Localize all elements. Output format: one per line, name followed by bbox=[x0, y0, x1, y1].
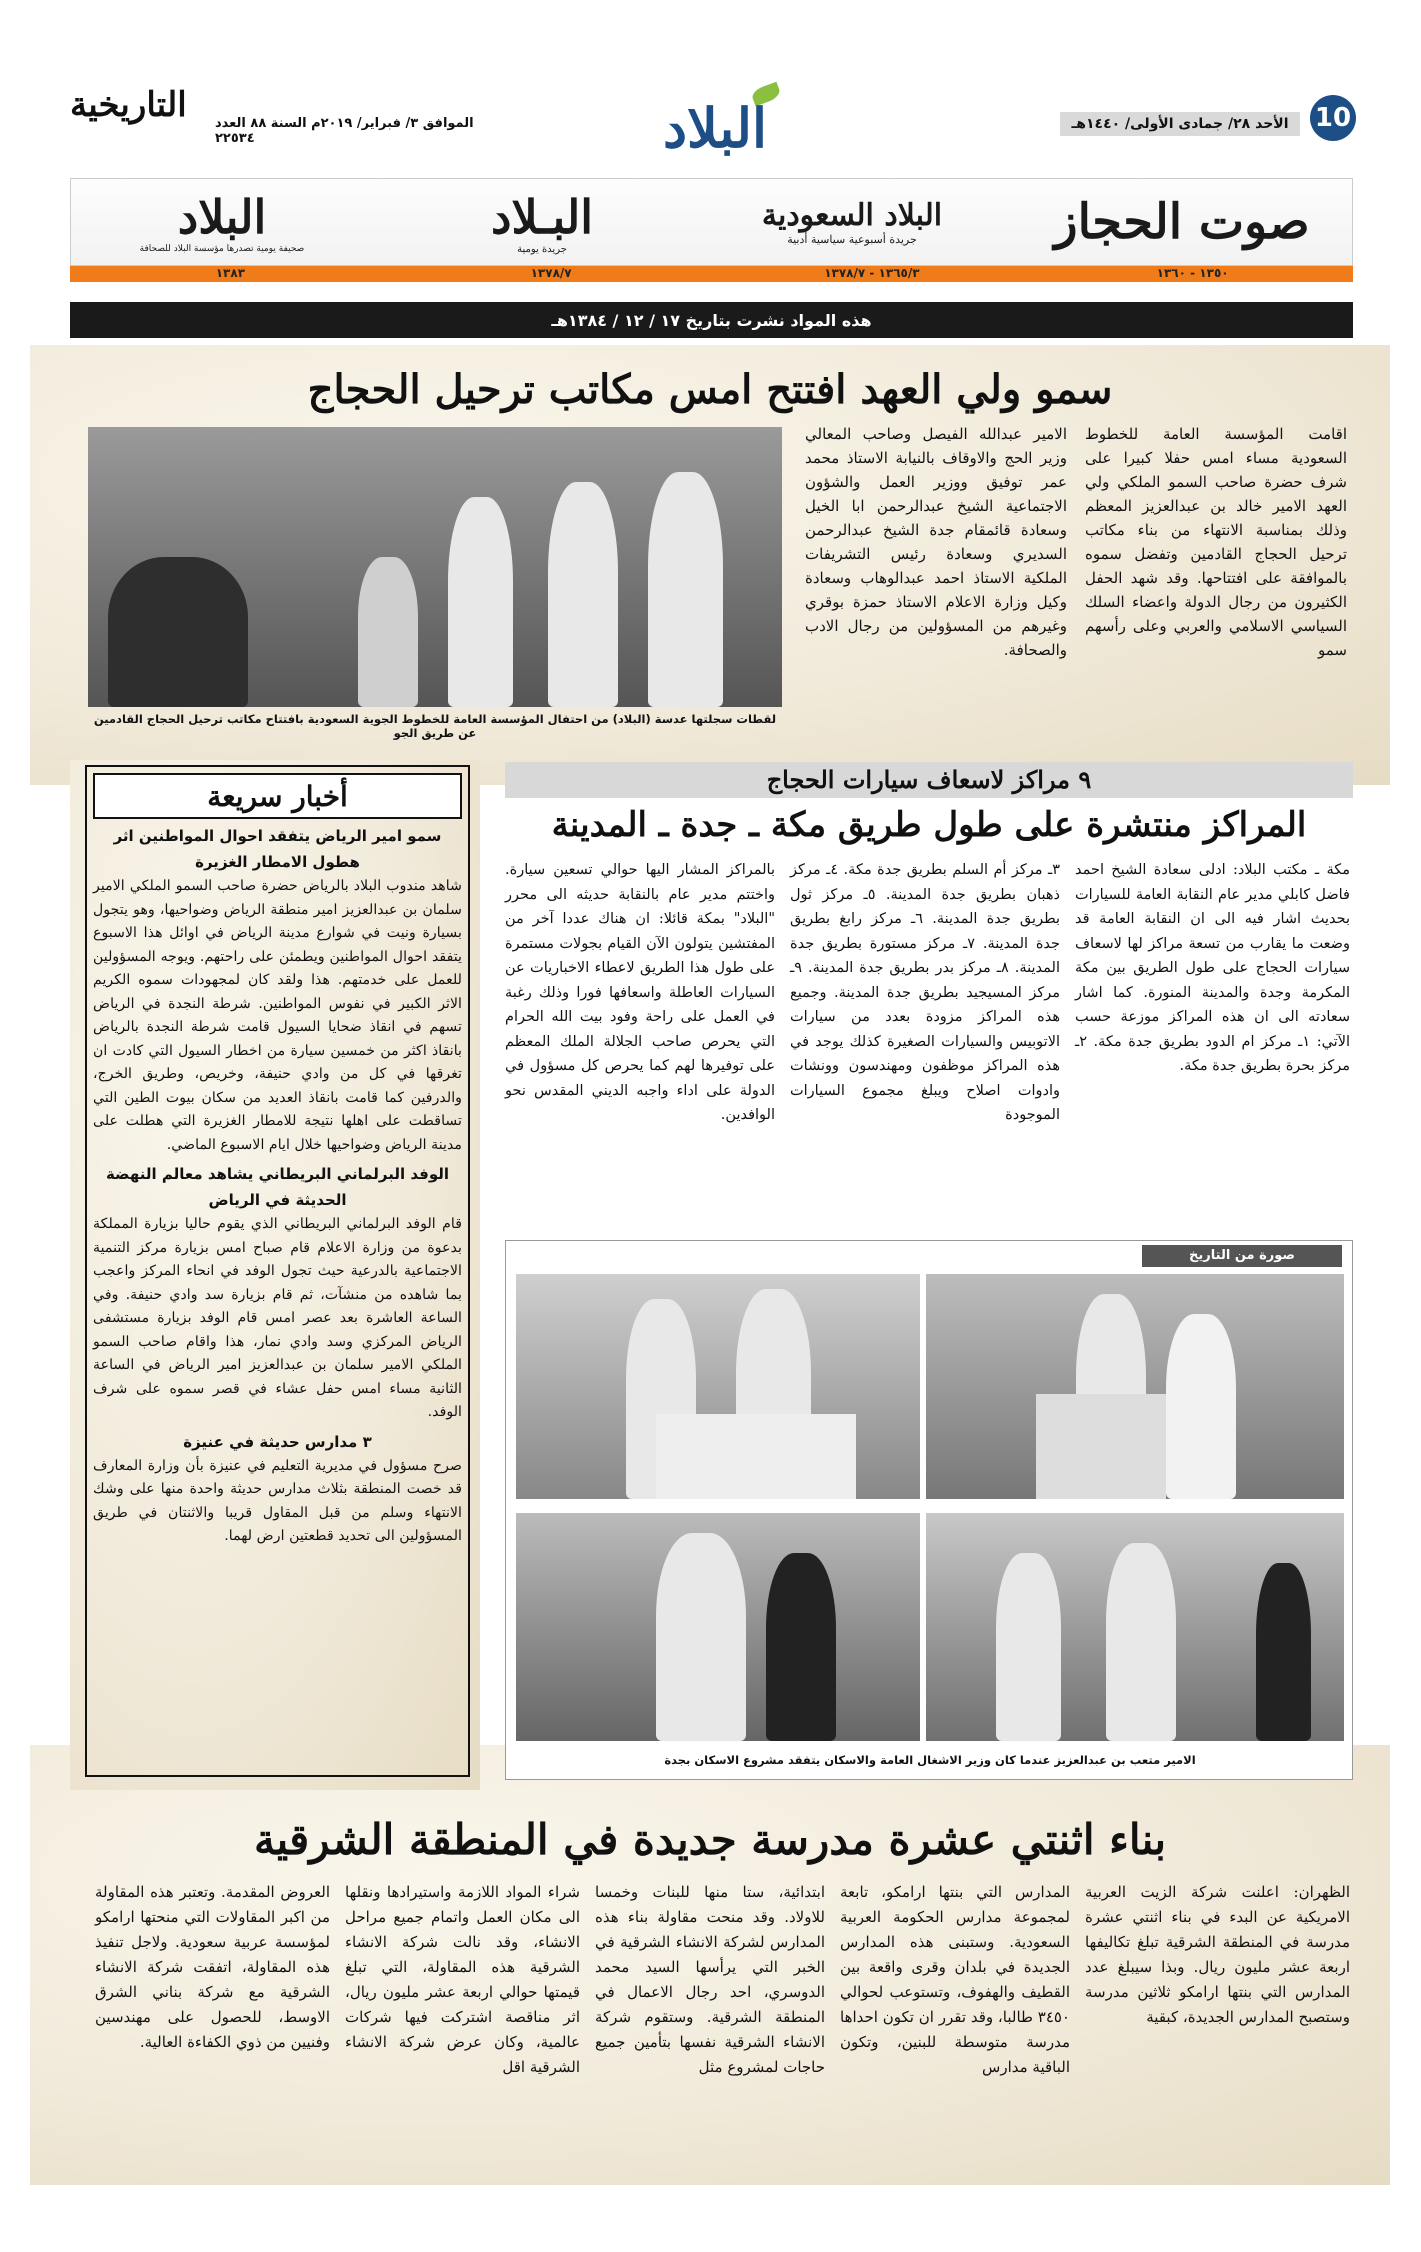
year-label: ١٣٧٨/٧ bbox=[530, 266, 572, 280]
brief-text: شاهد مندوب البلاد بالرياض حضرة صاحب السمو الملكي الامير سلمان بن عبدالعزيز امير منطقة الرياض وضواحيها، وهو يتجول بسيارة ونيت في شوارع مدينة الرياض في اوائل هذا الاسبوع يتفقد احوال المواطنين ويطمئن على راحتهم. ويوجه المسؤولين للعمل على خدمتهم. هذا ولقد كان لمجهودات سموه الكريم الاثر الكبير في نفوس المواطنين. شرطة النجدة في الرياض تسهم في انقاذ ضحايا السيول قامت شرطة النجدة بالرياض بانقاذ اكثر من خمسين سيارة من اخطار السيول التي كادت ان تغرقها في كل من وادي حنيفة، وخريص، وطريق الخرج، والدرفين كما قامت بانقاذ العديد من سكان بيوت الطين التي تساقطت على اهلها نتيجة للامطار الغزيرة التي هطلت على مدينة الرياض وضواحيها خلال ايام الاسبوع الماضي. bbox=[93, 878, 462, 1153]
article2-col3: بالمراكز المشار اليها حوالي تسعين سيارة. واختتم مدير عام بالنقابة حديثه الى محرر "البلاد" بمكة قائلا: ان هناك عددا آخر من المفتشين يتولون الآن القيام بجولات مستمرة على طول هذا الطريق لاعطاء الاخباريات عن السيارات العاطلة واسعافها فورا وذلك رغبة في العمل على راحة وفود بيت الله الحرام التي يحرص صاحب الجلالة الملك المعظم على توفيرها لهم كما يحرص كل مسؤول في الدولة على اداء واجبه الديني المقدس نحو الوافدين. bbox=[505, 862, 775, 1123]
masthead-subtitle: جريدة يومية bbox=[517, 243, 567, 255]
photo-model bbox=[656, 1414, 856, 1499]
article1-col2: الامير عبدالله الفيصل وصاحب المعالي وزير الحج والاوقاف بالنيابة الاستاذ محمد عمر توفيق ووزير العمل والشؤون الاجتماعية الشيخ عبدالرحمن ابا الخيل وسعادة قائمقام جدة الشيخ عبدالرحمن السديري وسعادة رئيس التشريفات الملكية الاستاذ احمد عبدالوهاب وسعادة وكيل وزارة الاعلام الاستاذ حمزة بوقري وغيرهم من المسؤولين من رجال الادب والصحافة. bbox=[805, 425, 1067, 659]
masthead-sawt-alhijaz bbox=[1032, 187, 1332, 257]
year-label: ١٣٨٣ bbox=[215, 266, 246, 280]
photo-figure bbox=[358, 557, 418, 707]
history-gallery bbox=[505, 1240, 1353, 1780]
article2-kicker: ٩ مراكز لاسعاف سيارات الحجاج bbox=[505, 762, 1353, 798]
gallery-photo-3 bbox=[926, 1513, 1344, 1741]
newspaper-logo: البلاد bbox=[662, 96, 768, 160]
article1-col1: اقامت المؤسسة العامة للخطوط السعودية مساء امس حفلا كبيرا على شرف حضرة صاحب السمو الملكي ولي العهد الامير خالد بن عبدالعزيز المعظم وذلك بمناسبة الانتهاء من بناء مكاتب ترحيل الحجاج القادمين وتفضل سموه بالموافقة على افتتاحها. وقد شهد الحفل الكثيرون من رجال الدولة واعضاء السلك السياسي الاسلامي والعربي وعلى رأسهم سمو bbox=[1085, 425, 1347, 659]
briefs-title: أخبار سريعة bbox=[93, 773, 462, 819]
section-title: التاريخية bbox=[70, 85, 187, 125]
photo-figure bbox=[766, 1553, 836, 1741]
year-label: ١٣٥٠ - ١٣٦٠ bbox=[1156, 266, 1229, 280]
photo-figure bbox=[1166, 1314, 1236, 1499]
historic-mastheads bbox=[70, 178, 1353, 266]
photo-model bbox=[1036, 1394, 1166, 1499]
photo-crowd bbox=[108, 557, 248, 707]
article2-headline: المراكز منتشرة على طول طريق مكة ـ جدة ـ المدينة bbox=[551, 805, 1307, 845]
gallery-photo-2 bbox=[516, 1274, 920, 1499]
article3-col4: شراء المواد اللازمة واستيرادها ونقلها الى مكان العمل واتمام جميع مراحل الانشاء، وقد نالت شركة الانشاء الشرقية هذه المقاولة، التي تبلغ قيمتها حوالي اربعة عشر مليون ريال، اثر مناقصة اشتركت فيها شركات عالمية، وكان عرض شركة الانشاء الشرقية اقل bbox=[345, 1883, 580, 2076]
year-label: ١٣٦٥/٣ - ١٣٧٨/٧ bbox=[824, 266, 920, 280]
gallery-caption: الامير متعب بن عبدالعزيز عندما كان وزير الاشغال العامة والاسكان يتفقد مشروع الاسكان بجدة bbox=[664, 1753, 1196, 1767]
photo-figure bbox=[448, 497, 513, 707]
photo-figure bbox=[996, 1553, 1061, 1741]
gallery-photo-1 bbox=[926, 1274, 1344, 1499]
photo-figure bbox=[1256, 1563, 1311, 1741]
briefs-box bbox=[85, 765, 470, 1777]
masthead-title: البلاد السعودية bbox=[761, 198, 943, 233]
photo-figure bbox=[648, 472, 723, 707]
gallery-photo-4 bbox=[516, 1513, 920, 1741]
masthead-albilad-2 bbox=[82, 187, 362, 257]
article3-col1: الظهران: اعلنت شركة الزيت العربية الامريكية عن البدء في بناء اثنتي عشرة مدرسة في المنطقة الشرقية تبلغ تكاليفها اربعة عشر مليون ريال. وبذا سيبلغ عدد المدارس التي بنتها ارامكو ثلاثين مدرسة وستصبح المدارس الجديدة، كبقية bbox=[1085, 1883, 1350, 2026]
gallery-label: صورة من التاريخ bbox=[1142, 1245, 1342, 1267]
article1-photo-caption: لقطات سجلتها عدسة (البلاد) من احتفال المؤسسة العامة للخطوط الجوية السعودية بافتتاح مكاتب ترحيل الحجاج القادمين عن طريق الجو bbox=[93, 712, 777, 740]
masthead-albilad-1 bbox=[412, 187, 672, 257]
date-hijri: الأحد ٢٨/ جمادى الأولى/ ١٤٤٠هـ bbox=[1060, 112, 1300, 136]
article3-col2: المدارس التي بنتها ارامكو، تابعة لمجموعة مدارس الحكومة العربية السعودية. وستبنى هذه المدارس الجديدة في بلدان وقرى واقعة بين القطيف والهفوف، وتستوعب لحوالي ٣٤٥٠ طالبا، وقد تقرر ان تكون احداها مدرسة متوسطة للبنين، وتكون الباقية مدارس bbox=[840, 1883, 1070, 2076]
brief-headline: الوفد البرلماني البريطاني يشاهد معالم النهضة الحديثة في الرياض bbox=[105, 1165, 450, 1209]
brief-text: صرح مسؤول في مديرية التعليم في عنيزة بأن وزارة المعارف قد خصت المنطقة بثلاث مدارس حديثة واحدة منها على وشك الانتهاء وسلم من قبل المقاول قريبا والاثنتان في طريق المسؤولين الى تحديد قطعتين ارض لهما. bbox=[93, 1457, 462, 1544]
photo-figure bbox=[548, 482, 618, 707]
article3-col3: ابتدائية، ستا منها للبنات وخمسا للاولاد. وقد منحت مقاولة بناء هذه المدارس لشركة الانشاء الشرقية في الخبر التي يرأسها السيد محمد الدوسري، احد رجال الاعمال في المنطقة الشرقية. وستقوم شركة الانشاء الشرقية نفسها بتأمين جميع حاجات لمشروع مثل bbox=[595, 1883, 825, 2076]
masthead-albilad-alsaudia bbox=[712, 187, 992, 257]
article1-photo bbox=[88, 427, 782, 707]
publication-note: هذه المواد نشرت بتاريخ ١٧ / ١٢ / ١٣٨٤هـ bbox=[70, 302, 1353, 338]
masthead-title: البلاد bbox=[177, 190, 267, 244]
article2-col1: مكة ـ مكتب البلاد: ادلى سعادة الشيخ احمد فاضل كابلي مدير عام النقابة العامة للسيارات بحديث اشار فيه الى ان النقابة العامة قد وضعت ما يقارب من تسعة مراكز لها لاسعاف سيارات الحجاج على طول الطريق بين مكة المكرمة وجدة والمدينة المنورة. كما اشار سعادته الى ان هذه المراكز موزعة حسب الآتي: ١ـ مركز ام الدود بطريق جدة مكة. ٢ـ مركز بحرة بطريق جدة مكة. bbox=[1075, 862, 1350, 1074]
article3-headline: بناء اثنتي عشرة مدرسة جديدة في المنطقة الشرقية bbox=[253, 1815, 1167, 1864]
brief-headline: سمو امير الرياض يتفقد احوال المواطنين اثر هطول الامطار الغزيرة bbox=[113, 827, 442, 871]
masthead-subtitle: صحيفة يومية تصدرها مؤسسة البلاد للصحافة bbox=[139, 244, 305, 254]
article1-headline: سمو ولي العهد افتتح امس مكاتب ترحيل الحجاج bbox=[307, 366, 1113, 413]
masthead-subtitle: جريدة أسبوعية سياسية أدبية bbox=[787, 233, 917, 246]
masthead-title: صوت الحجاز bbox=[1054, 194, 1310, 250]
issue-info: الموافق ٣/ فبراير/ ٢٠١٩م السنة ٨٨ العدد ٢٢٥٣٤ bbox=[215, 116, 474, 146]
brief-text: قام الوفد البرلماني البريطاني الذي يقوم حاليا بزيارة المملكة بدعوة من وزارة الاعلام قام صباح امس بزيارة مركز التنمية الاجتماعية بالدرعية حيث تجول الوفد في انحاء المركز واعجب بما شاهده من منشآت، ثم قام بزيارة سد وادي حنيفة. وفي الساعة العاشرة بعد عصر امس قام الوفد بزيارة مستشفى الرياض المركزي وسد وادي نمار، هذا واقام صاحب السمو الملكي الامير سلمان بن عبدالعزيز امير الرياض في الساعة الثانية مساء امس حفل عشاء في قصر سموه على شرف الوفد. bbox=[93, 1216, 462, 1420]
photo-figure bbox=[1106, 1543, 1176, 1741]
masthead-years-bar bbox=[70, 266, 1353, 282]
photo-figure bbox=[656, 1533, 746, 1741]
page-number: 10 bbox=[1310, 95, 1356, 141]
brief-headline: ٣ مدارس حديثة في عنيزة bbox=[183, 1432, 372, 1451]
article3-col5: العروض المقدمة. وتعتبر هذه المقاولة من اكبر المقاولات التي منحتها ارامكو لمؤسسة عربية سعودية. ولاجل تنفيذ هذه المقاولة، اتفقت شركة الانشاء الشرقية مع شركة بناني الشرق الاوسط، للحصول على مهندسين وفنيين من ذوي الكفاءة العالية. bbox=[95, 1883, 330, 2051]
masthead-title: البـلاد bbox=[490, 189, 594, 244]
article2-col2: ٣ـ مركز أم السلم بطريق جدة مكة. ٤ـ مركز ذهبان بطريق جدة المدينة. ٥ـ مركز ثول بطريق جدة المدينة. ٦ـ مركز رابغ بطريق جدة المدينة. ٧ـ مركز مستورة بطريق جدة المدينة. ٨ـ مركز بدر بطريق جدة المدينة. ٩ـ مركز المسيجيد بطريق جدة المدينة. وجميع هذه المراكز مزودة بعدد من سيارات الاتوبيس والسيارات الصغيرة كذلك يوجد في هذه المراكز موظفون ومهندسون وونشات وادوات اصلاح ويبلغ مجموع السيارات الموجودة bbox=[790, 862, 1060, 1123]
